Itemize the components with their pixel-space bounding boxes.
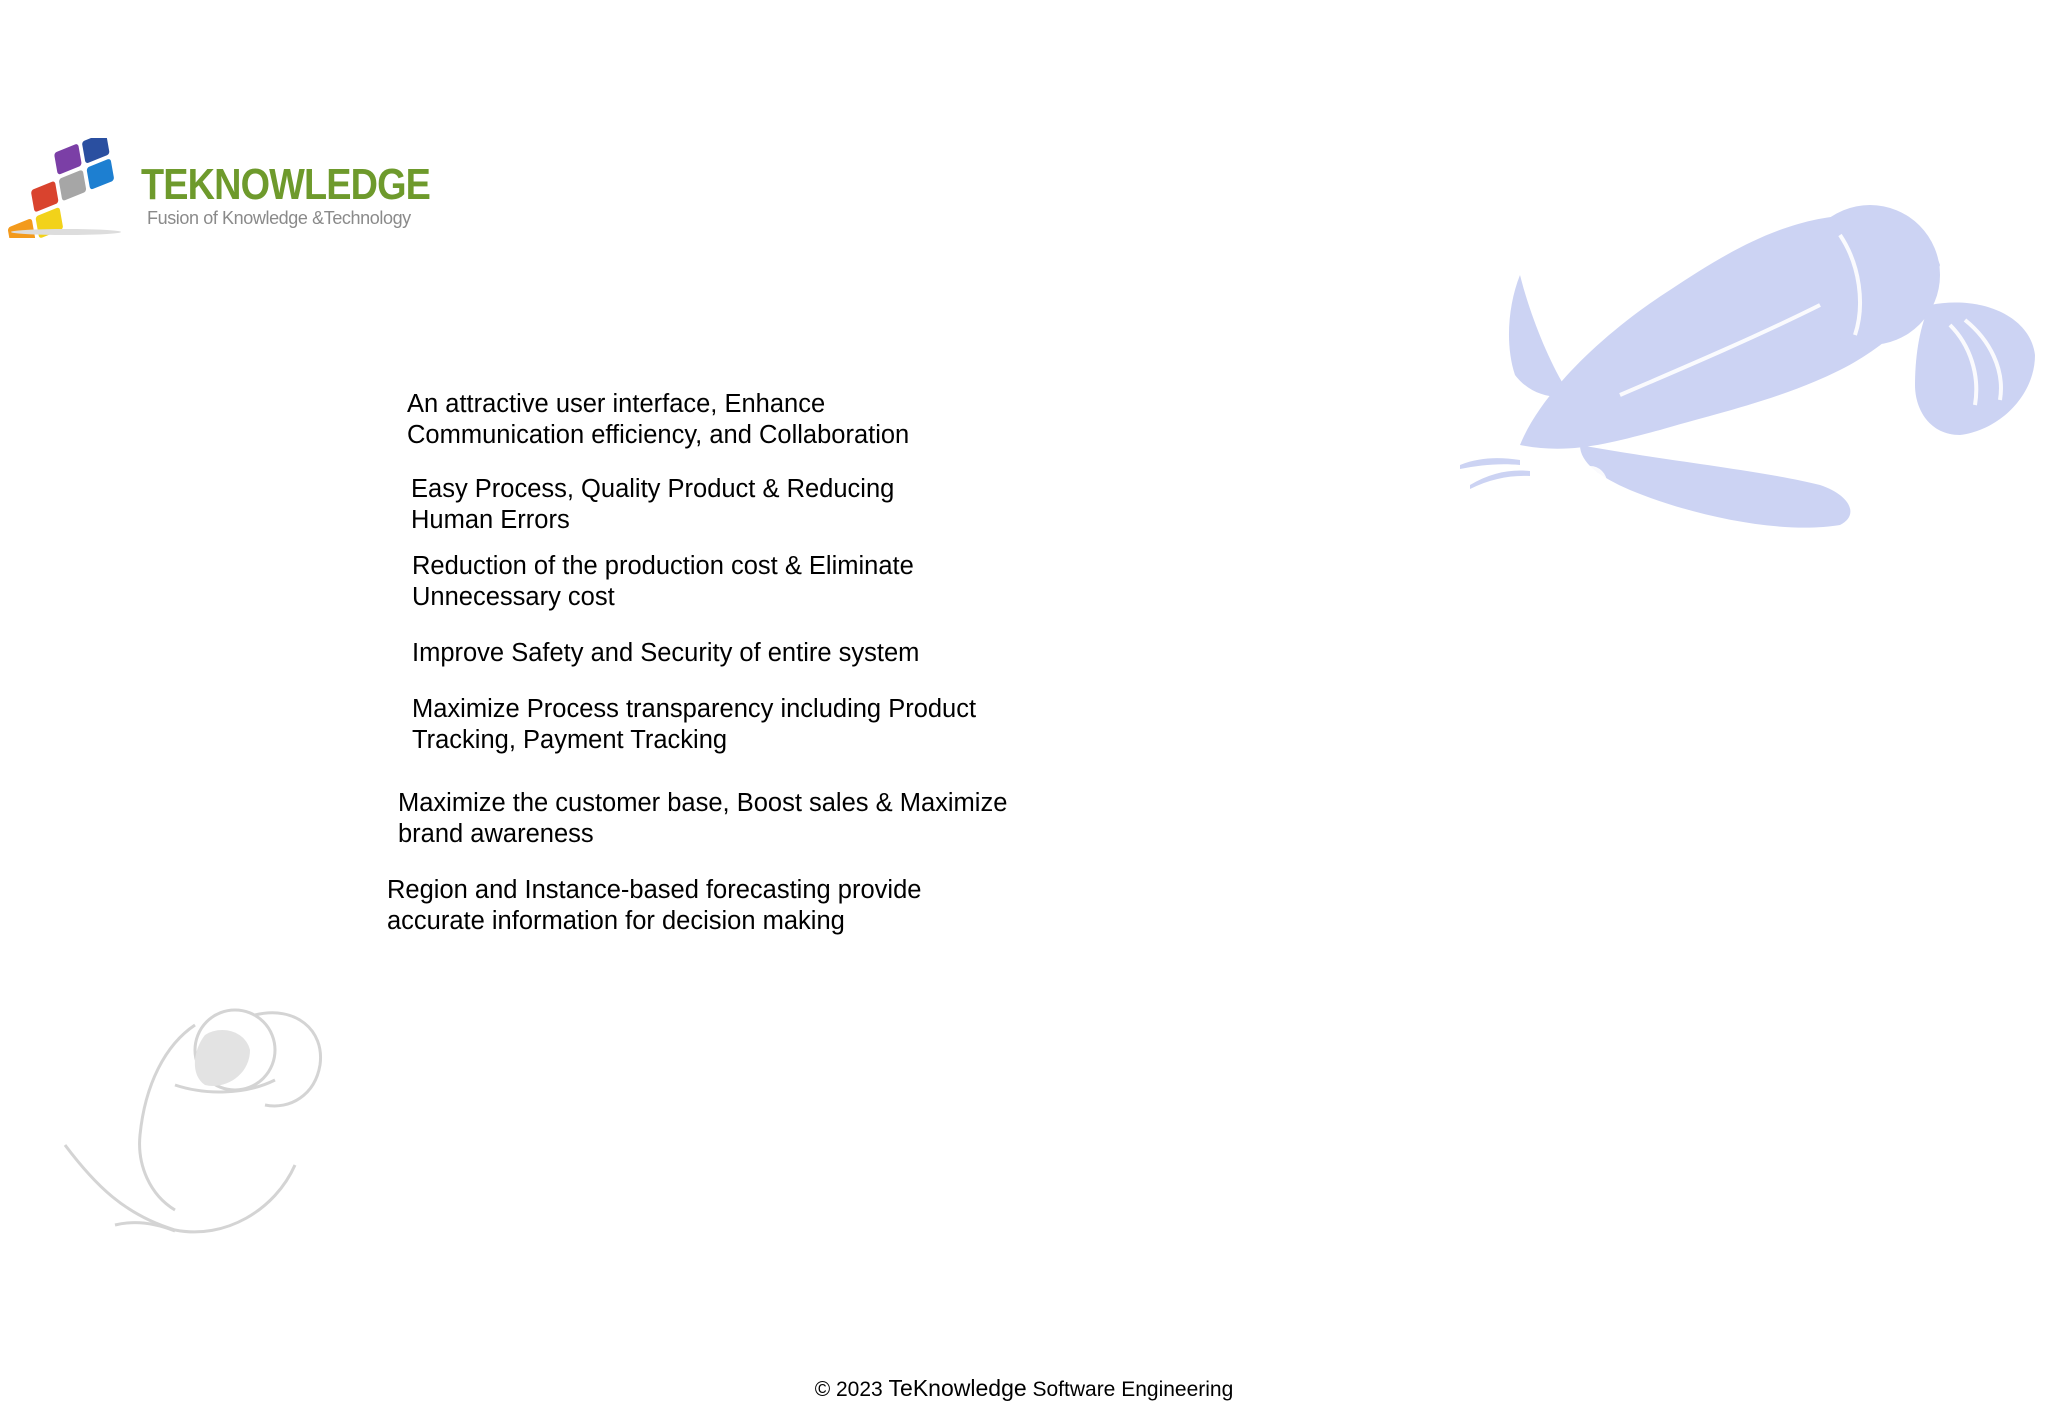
point-cost-reduction: Reduction of the production cost & Eliminate Unnecessary cost [412,552,914,611]
point-forecasting: Region and Instance-based forecasting provide accurate information for decision making [387,876,922,935]
goldfish-illustration-icon [1460,195,2040,555]
footer-prefix: © 2023 [814,1378,889,1401]
point-easy-process: Easy Process, Quality Product & Reducing Human Errors [411,475,895,534]
footer-copyright [0,1375,2048,1402]
company-logo [4,138,431,238]
footer-suffix: Software Engineering [1026,1378,1234,1401]
logo-tagline: Fusion of Knowledge &Technology [147,208,411,228]
footer-brand: TeKnowledge [888,1375,1027,1401]
point-process-transparency: Maximize Process transparency including Product Tracking, Payment Tracking [412,695,977,754]
logo-tiles-icon [4,138,144,238]
point-user-interface: An attractive user interface, Enhance Communication efficiency, and Collaboration [407,390,910,449]
point-customer-base: Maximize the customer base, Boost sales & Maximize brand awareness [398,789,1008,848]
goldfish-sketch-icon [55,995,345,1250]
point-safety-security: Improve Safety and Security of entire system [412,639,920,667]
logo-name: TEKNOWLEDGE [141,160,431,209]
